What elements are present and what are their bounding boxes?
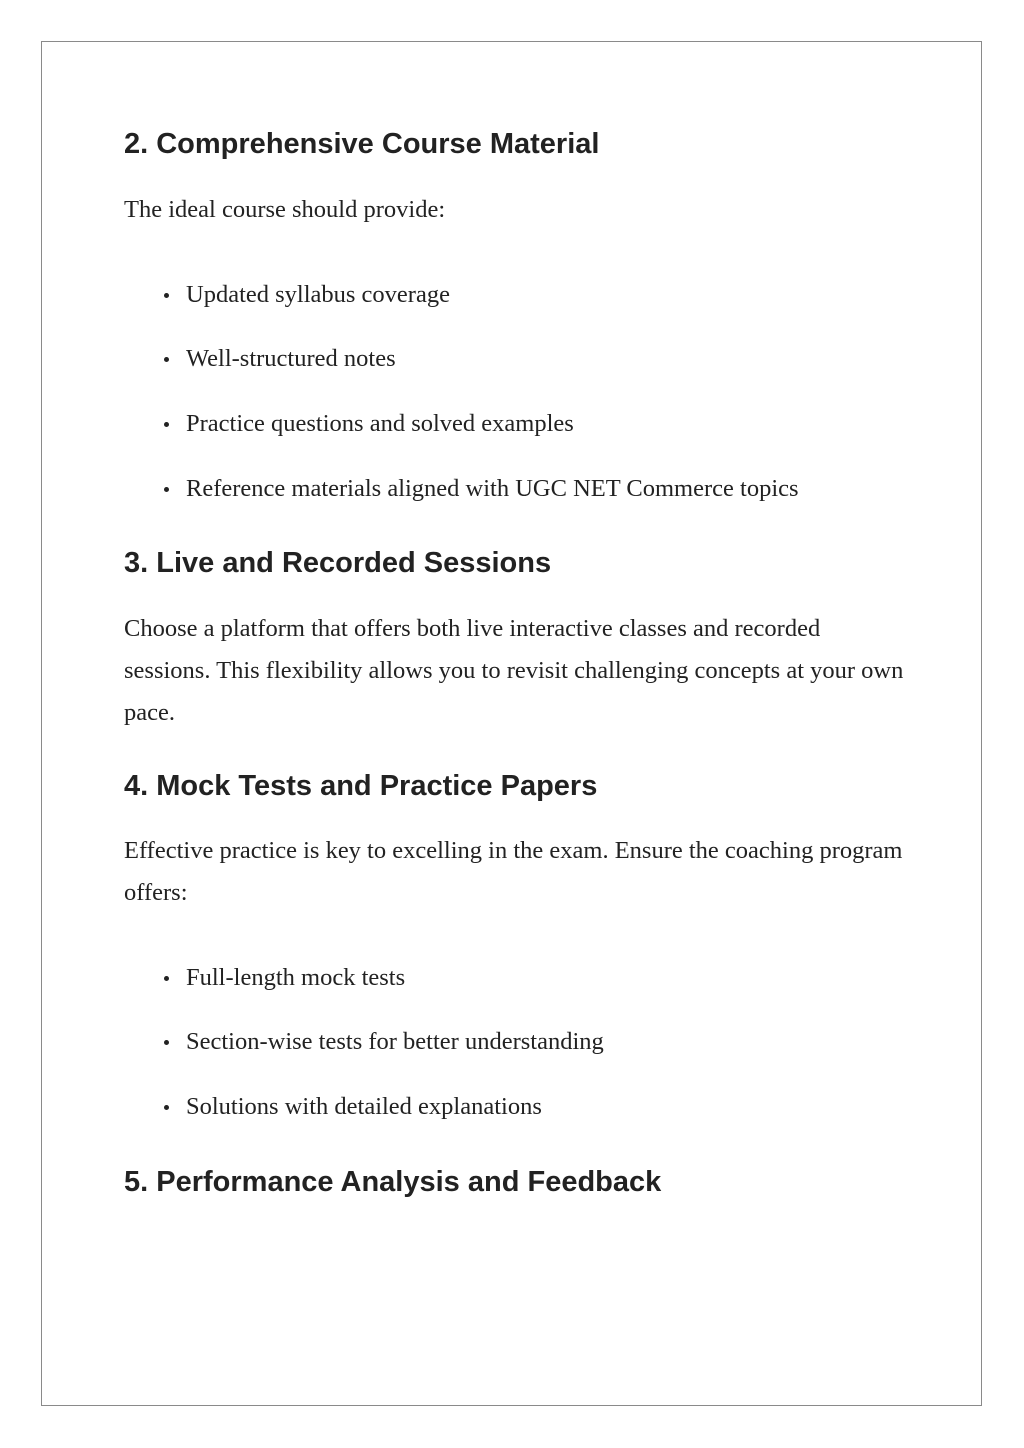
section-heading-live-sessions: 3. Live and Recorded Sessions — [124, 547, 552, 579]
section-heading-performance-analysis: 5. Performance Analysis and Feedback — [124, 1166, 662, 1198]
bullet-icon — [164, 1040, 169, 1045]
bullet-icon — [164, 293, 169, 298]
bullet-icon — [164, 487, 169, 492]
section-heading-mock-tests: 4. Mock Tests and Practice Papers — [124, 770, 598, 802]
bullet-icon — [164, 422, 169, 427]
bullet-icon — [164, 976, 169, 981]
section-paragraph-mock-tests: Effective practice is key to excelling in the exam. Ensure the coaching program offers: — [124, 837, 903, 906]
section-heading-course-material: 2. Comprehensive Course Material — [124, 128, 600, 160]
section-paragraph-live-sessions: Choose a platform that offers both live interactive classes and recorded sessions. This flexibility allows you to revisit challenging concepts at your own pace. — [124, 615, 904, 726]
section-paragraph-course-material: The ideal course should provide: — [124, 196, 446, 223]
bullet-icon — [164, 1105, 169, 1110]
bullet-icon — [164, 357, 169, 362]
